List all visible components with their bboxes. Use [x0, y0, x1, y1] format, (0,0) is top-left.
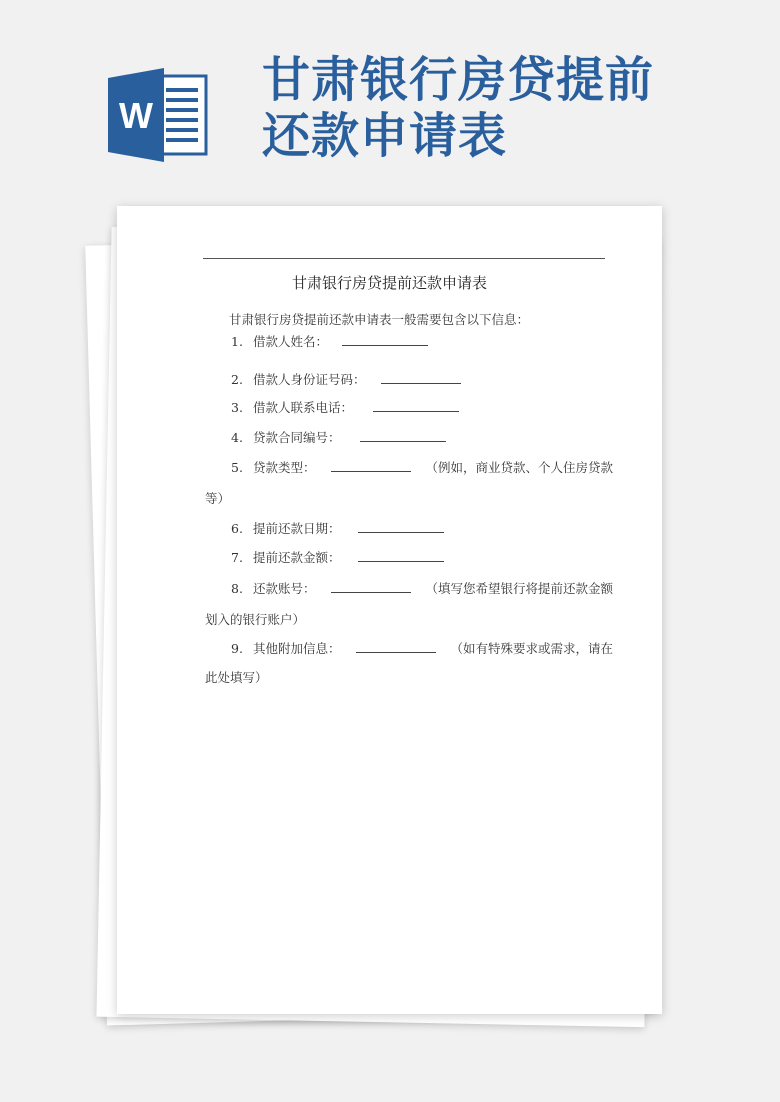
- fill-blank[interactable]: [358, 549, 444, 562]
- field-label: 借款人身份证号码：: [252, 372, 366, 387]
- fill-blank[interactable]: [342, 333, 428, 346]
- fill-blank[interactable]: [373, 399, 459, 412]
- field-note: （如有特殊要求或需求，请在: [450, 641, 613, 656]
- form-item-loan-type: 5. 贷款类型： （例如，商业贷款、个人住房贷款: [231, 460, 613, 475]
- banner-title: [262, 52, 762, 164]
- field-label: 借款人姓名：: [252, 334, 328, 349]
- fill-blank[interactable]: [381, 371, 461, 384]
- form-item-borrower-name: 1. 借款人姓名：: [231, 328, 428, 356]
- field-label: 借款人联系电话：: [252, 400, 353, 415]
- field-label: 提前还款金额：: [252, 550, 341, 565]
- form-item-repay-account: 8. 还款账号： （填写您希望银行将提前还款金额: [231, 581, 613, 596]
- form-item-borrower-id: 2. 借款人身份证号码：: [231, 366, 461, 394]
- banner-title-line1: 甘肃银行房贷提前: [262, 52, 655, 108]
- field-label: 贷款合同编号：: [252, 430, 341, 445]
- field-note-continued: 等）: [205, 491, 231, 506]
- field-label: 其他附加信息：: [252, 641, 341, 656]
- header-rule: [203, 258, 605, 259]
- document-title: 甘肃银行房贷提前还款申请表: [291, 274, 487, 292]
- fill-blank[interactable]: [360, 429, 446, 442]
- fill-blank[interactable]: [331, 459, 411, 472]
- field-label: 贷款类型：: [252, 460, 316, 475]
- field-note: （填写您希望银行将提前还款金额: [425, 581, 613, 596]
- fill-blank[interactable]: [358, 520, 444, 533]
- field-label: 提前还款日期：: [252, 521, 341, 536]
- field-note-continued: 此处填写）: [205, 670, 268, 685]
- word-document-icon: [108, 68, 208, 162]
- intro-paragraph: 甘肃银行房贷提前还款申请表一般需要包含以下信息：: [229, 312, 530, 327]
- form-item-contract-number: 4. 贷款合同编号：: [231, 424, 446, 452]
- field-note-continued: 划入的银行账户）: [205, 612, 306, 627]
- fill-blank[interactable]: [356, 640, 436, 653]
- form-item-borrower-phone: 3. 借款人联系电话：: [231, 394, 459, 422]
- form-item-other-info: 9. 其他附加信息： （如有特殊要求或需求，请在: [231, 641, 613, 656]
- fill-blank[interactable]: [331, 580, 411, 593]
- field-label: 还款账号：: [252, 581, 316, 596]
- field-note: （例如，商业贷款、个人住房贷款: [425, 460, 613, 475]
- document-page: [117, 206, 662, 1014]
- banner-title-line2: 还款申请表: [262, 108, 508, 164]
- form-item-prepay-amount: 7. 提前还款金额：: [231, 544, 444, 572]
- form-item-prepay-date: 6. 提前还款日期：: [231, 515, 444, 543]
- logo-letter: W: [119, 95, 153, 136]
